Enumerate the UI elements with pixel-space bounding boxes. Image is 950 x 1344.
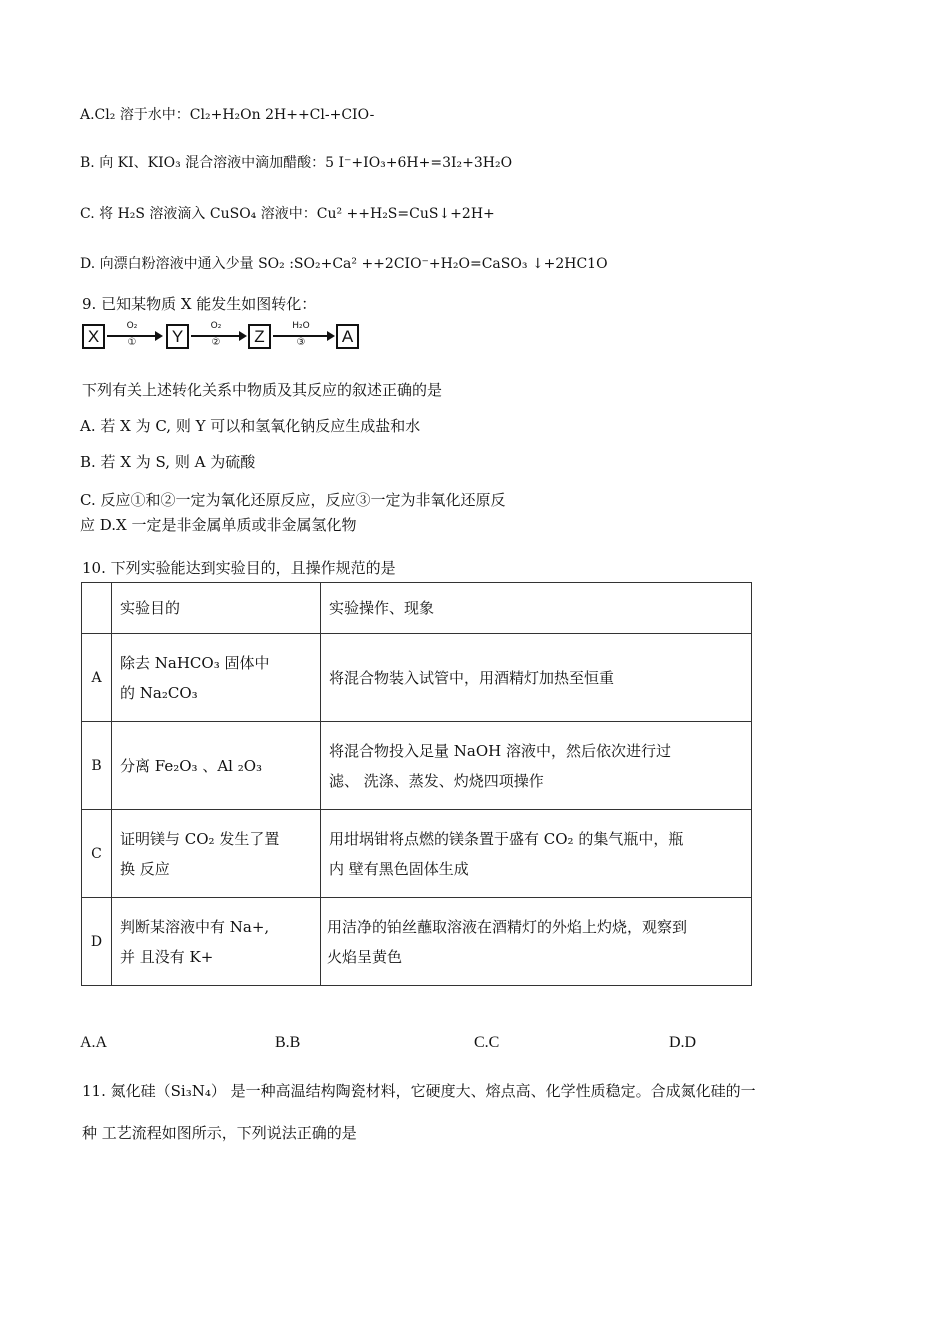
row-label: A: [82, 634, 112, 722]
row-purpose-line1: 证明镁与 CO₂ 发生了置: [120, 829, 280, 848]
q10-choice-d: D.D: [669, 1034, 697, 1051]
flow-arrow-2-reagent: O₂: [210, 321, 222, 331]
q11-line1: 11. 氮化硅（Si₃N₄） 是一种高温结构陶瓷材料，它硬度大、熔点高、化学性质稳定。合成氮化硅的一: [82, 1082, 756, 1100]
q10-choice-b: B.B: [275, 1034, 301, 1051]
q8-option-c: C. 将 H₂S 溶液滴入 CuSO₄ 溶液中：Cu² ++H₂S=CuS↓+2H+: [80, 206, 495, 222]
row-purpose-line1: 分离 Fe₂O₃ 、Al ₂O₃: [120, 756, 263, 775]
q9-option-a: A. 若 X 为 C, 则 Y 可以和氢氧化钠反应生成盐和水: [80, 417, 421, 435]
flow-node-z: Z: [248, 324, 271, 349]
row-operation-line1: 用洁净的铂丝蘸取溶液在酒精灯的外焰上灼烧，观察到: [327, 917, 688, 936]
q8-option-b: B. 向 KI、KIO₃ 混合溶液中滴加醋酸：5 I⁻+IO₃+6H+=3I₂+3H₂O: [80, 155, 513, 171]
flow-arrow-1-step: ①: [127, 337, 137, 348]
header-operation: 实验操作、现象: [321, 583, 752, 634]
q9-stem: 9. 已知某物质 X 能发生如图转化：: [82, 295, 317, 313]
q8-option-a: A.Cl₂ 溶于水中：Cl₂+H₂On 2H++Cl-+CIO-: [80, 107, 375, 123]
row-purpose-line1: 判断某溶液中有 Na+,: [120, 917, 270, 936]
flow-arrow-1-reagent: O₂: [126, 321, 138, 331]
row-purpose-line2: 的 Na₂CO₃: [120, 683, 198, 702]
flow-arrow-1: [107, 322, 163, 350]
flow-arrow-3-reagent: H₂O: [292, 321, 310, 331]
header-purpose: 实验目的: [112, 583, 321, 634]
table-row: [82, 722, 752, 810]
row-operation-line1: 将混合物装入试管中，用酒精灯加热至恒重: [329, 668, 615, 687]
flow-arrow-3: [273, 322, 335, 350]
row-operation-line2: 滤、 洗涤、蒸发、灼烧四项操作: [329, 771, 544, 790]
q9-option-c-line1: C. 反应①和②一定为氧化还原反应，反应③一定为非氧化还原反: [80, 491, 506, 509]
q9-option-c-line2: 应 D.X 一定是非金属单质或非金属氢化物: [80, 516, 357, 534]
flow-node-y: Y: [166, 324, 189, 349]
table-row: [82, 634, 752, 722]
row-purpose-line1: 除去 NaHCO₃ 固体中: [120, 653, 270, 672]
table-row: [82, 898, 752, 986]
row-label: D: [82, 898, 112, 986]
table-header-row: [82, 583, 752, 634]
q10-choice-c: C.C: [474, 1034, 500, 1051]
q10-stem: 10. 下列实验能达到实验目的，且操作规范的是: [82, 559, 396, 577]
row-purpose-line2: 并 且没有 K+: [120, 947, 214, 966]
experiment-table: [81, 582, 752, 986]
flow-arrow-2-step: ②: [211, 337, 221, 348]
flow-arrow-3-step: ③: [296, 337, 306, 348]
q9-question: 下列有关上述转化关系中物质及其反应的叙述正确的是: [82, 381, 443, 399]
row-operation-line2: 火焰呈黄色: [327, 947, 403, 966]
table-row: [82, 810, 752, 898]
row-label: C: [82, 810, 112, 898]
flow-node-x: X: [82, 324, 105, 349]
q9-option-b: B. 若 X 为 S, 则 A 为硫酸: [80, 453, 256, 471]
flow-node-a: A: [336, 324, 359, 349]
row-label: B: [82, 722, 112, 810]
row-operation-line1: 将混合物投入足量 NaOH 溶液中，然后依次进行过: [329, 741, 671, 760]
row-purpose-line2: 换 反应: [120, 859, 170, 878]
row-operation-line2: 内 壁有黑色固体生成: [329, 859, 469, 878]
flow-arrow-2: [191, 322, 247, 350]
q11-line2: 种 工艺流程如图所示，下列说法正确的是: [82, 1124, 357, 1142]
q10-choice-a: A.A: [80, 1034, 108, 1051]
row-operation-line1: 用坩埚钳将点燃的镁条置于盛有 CO₂ 的集气瓶中，瓶: [329, 829, 684, 848]
q8-option-d: D. 向漂白粉溶液中通入少量 SO₂ :SO₂+Ca² ++2CIO⁻+H₂O=CaSO₃ ↓+2HC1O: [80, 256, 608, 272]
